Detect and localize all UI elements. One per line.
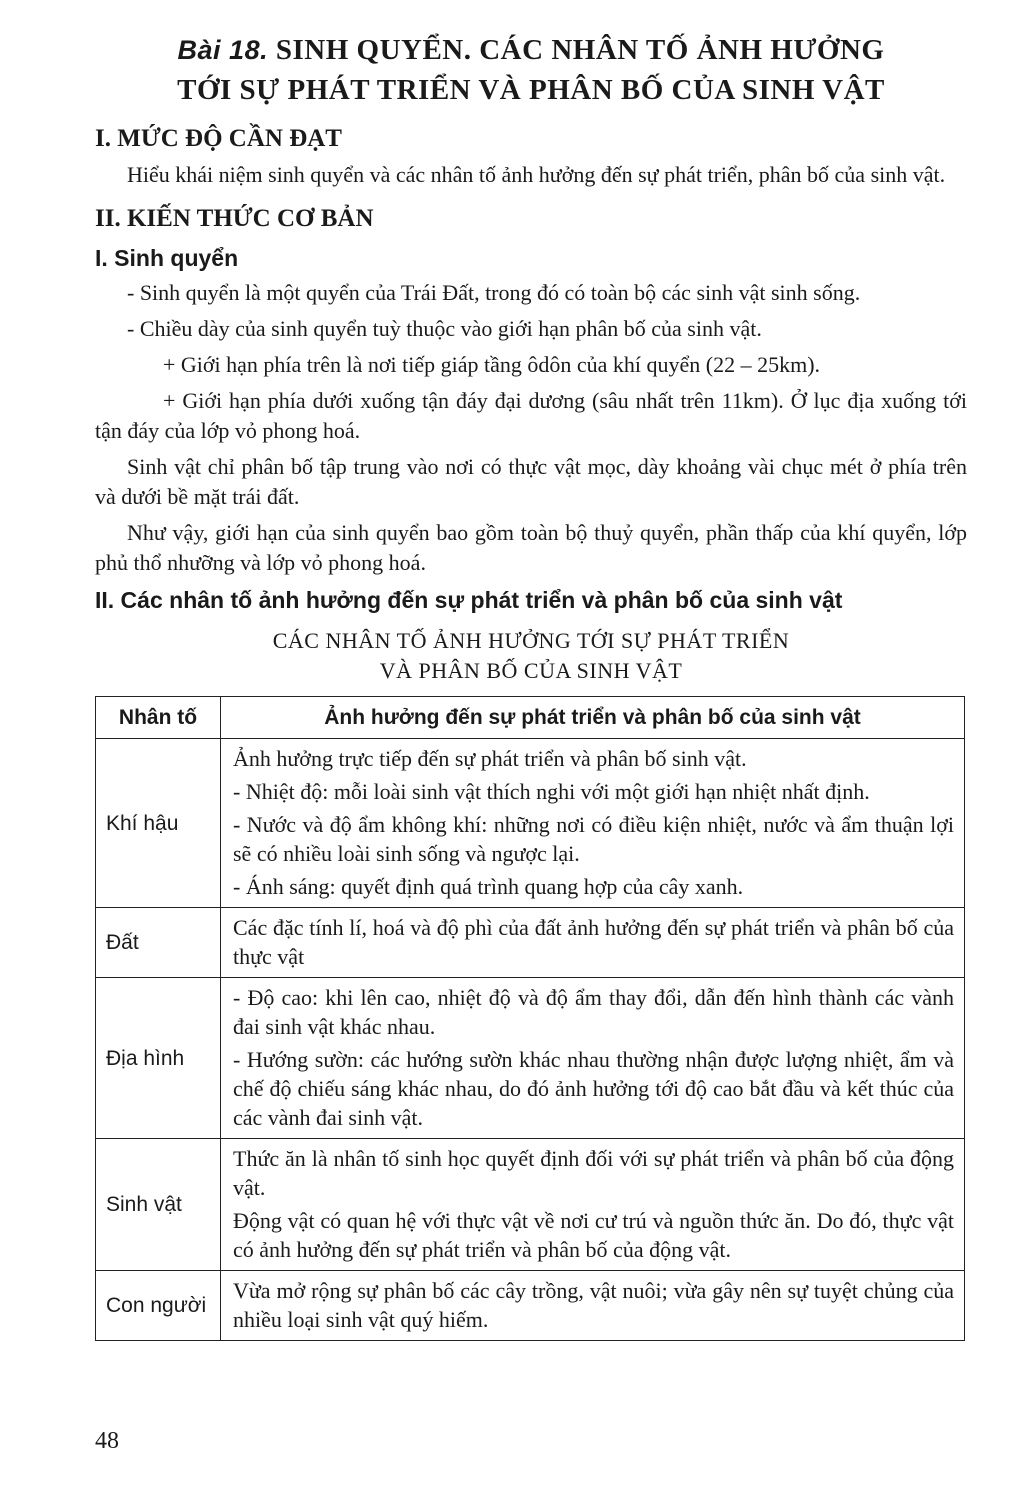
- objectives-text: Hiểu khái niệm sinh quyển và các nhân tố ảnh hưởng đến sự phát triển, phân bố của sinh vật.: [127, 162, 946, 187]
- effect-cell: [221, 908, 965, 978]
- effect-line: - Độ cao: khi lên cao, nhiệt độ và độ ẩm thay đổi, dẫn đến hình thành các vành đai sinh vật khác nhau.: [233, 985, 954, 1039]
- factor-cell: Con người: [96, 1271, 221, 1341]
- table-row: [96, 978, 965, 1139]
- effect-line: Ảnh hưởng trực tiếp đến sự phát triển và phân bố sinh vật.: [233, 746, 747, 771]
- paragraph: - Chiều dày của sinh quyển tuỳ thuộc vào giới hạn phân bố của sinh vật.: [127, 316, 762, 341]
- lesson-title: [95, 30, 967, 110]
- lesson-number: Bài 18.: [177, 35, 269, 65]
- column-header-factor: Nhân tố: [96, 697, 221, 739]
- effect-line: Vừa mở rộng sự phân bố các cây trồng, vật nuôi; vừa gây nên sự tuyệt chủng của nhiều loại sinh vật quý hiếm.: [233, 1278, 954, 1332]
- effect-line: - Hướng sườn: các hướng sườn khác nhau thường nhận được lượng nhiệt, ẩm và chế độ chiếu sáng khác nhau, do đó ảnh hưởng tới độ cao bắt đầu và kết thúc của các vành đai sinh vật.: [233, 1047, 954, 1130]
- effect-line: - Nước và độ ẩm không khí: những nơi có điều kiện nhiệt, nước và ẩm thuận lợi sẽ có nhiều loài sinh sống và ngược lại.: [233, 812, 954, 866]
- page-number: 48: [95, 1428, 119, 1454]
- effect-line: Các đặc tính lí, hoá và độ phì của đất ảnh hưởng đến sự phát triển và phân bố của thực vật: [233, 915, 954, 969]
- factor-cell: Đất: [96, 908, 221, 978]
- effect-line: - Ánh sáng: quyết định quá trình quang hợp của cây xanh.: [233, 874, 744, 899]
- table-header-row: [96, 697, 965, 739]
- table-row: [96, 739, 965, 908]
- textbook-page: [95, 30, 967, 1341]
- effect-cell: [221, 1139, 965, 1271]
- factors-table: [95, 696, 965, 1341]
- paragraph: Như vậy, giới hạn của sinh quyển bao gồm toàn bộ thuỷ quyển, phần thấp của khí quyển, lớp phủ thổ nhưỡng và lớp vỏ phong hoá.: [95, 520, 967, 575]
- effect-line: Thức ăn là nhân tố sinh học quyết định đối với sự phát triển và phân bố của động vật.: [233, 1146, 954, 1200]
- effect-cell: [221, 978, 965, 1139]
- section-heading-basic-knowledge: II. KIẾN THỨC CƠ BẢN: [95, 205, 374, 232]
- effect-cell: [221, 739, 965, 908]
- column-header-effect: Ảnh hưởng đến sự phát triển và phân bố của sinh vật: [221, 697, 965, 739]
- effect-line: Động vật có quan hệ với thực vật về nơi cư trú và nguồn thức ăn. Do đó, thực vật có ảnh hưởng đến sự phát triển và phân bố của động vật.: [233, 1208, 954, 1262]
- lesson-title-line1: SINH QUYỂN. CÁC NHÂN TỐ ẢNH HƯỞNG: [275, 34, 885, 66]
- factor-cell: Sinh vật: [96, 1139, 221, 1271]
- subheading-factors: II. Các nhân tố ảnh hưởng đến sự phát triển và phân bố của sinh vật: [95, 587, 843, 613]
- paragraph: Sinh vật chỉ phân bố tập trung vào nơi có thực vật mọc, dày khoảng vài chục mét ở phía trên và dưới bề mặt trái đất.: [95, 454, 967, 509]
- paragraph: + Giới hạn phía trên là nơi tiếp giáp tầng ôdôn của khí quyển (22 – 25km).: [163, 352, 821, 377]
- table-caption: [95, 626, 967, 686]
- factor-cell: Khí hậu: [96, 739, 221, 908]
- effect-line: - Nhiệt độ: mỗi loài sinh vật thích nghi với một giới hạn nhiệt nhất định.: [233, 779, 870, 804]
- table-caption-line2: VÀ PHÂN BỐ CỦA SINH VẬT: [379, 658, 683, 683]
- table-caption-line1: CÁC NHÂN TỐ ẢNH HƯỞNG TỚI SỰ PHÁT TRIỂN: [272, 628, 790, 653]
- subheading-biosphere: I. Sinh quyển: [95, 245, 239, 271]
- table-row: [96, 908, 965, 978]
- section-heading-objectives: I. MỨC ĐỘ CẦN ĐẠT: [95, 125, 342, 152]
- table-row: [96, 1139, 965, 1271]
- factor-cell: Địa hình: [96, 978, 221, 1139]
- lesson-title-line2: TỚI SỰ PHÁT TRIỂN VÀ PHÂN BỐ CỦA SINH VẬT: [177, 74, 885, 106]
- table-row: [96, 1271, 965, 1341]
- paragraph: + Giới hạn phía dưới xuống tận đáy đại dương (sâu nhất trên 11km). Ở lục địa xuống tới tận đáy của lớp vỏ phong hoá.: [95, 388, 967, 443]
- effect-cell: [221, 1271, 965, 1341]
- paragraph: - Sinh quyển là một quyển của Trái Đất, trong đó có toàn bộ các sinh vật sinh sống.: [127, 280, 861, 305]
